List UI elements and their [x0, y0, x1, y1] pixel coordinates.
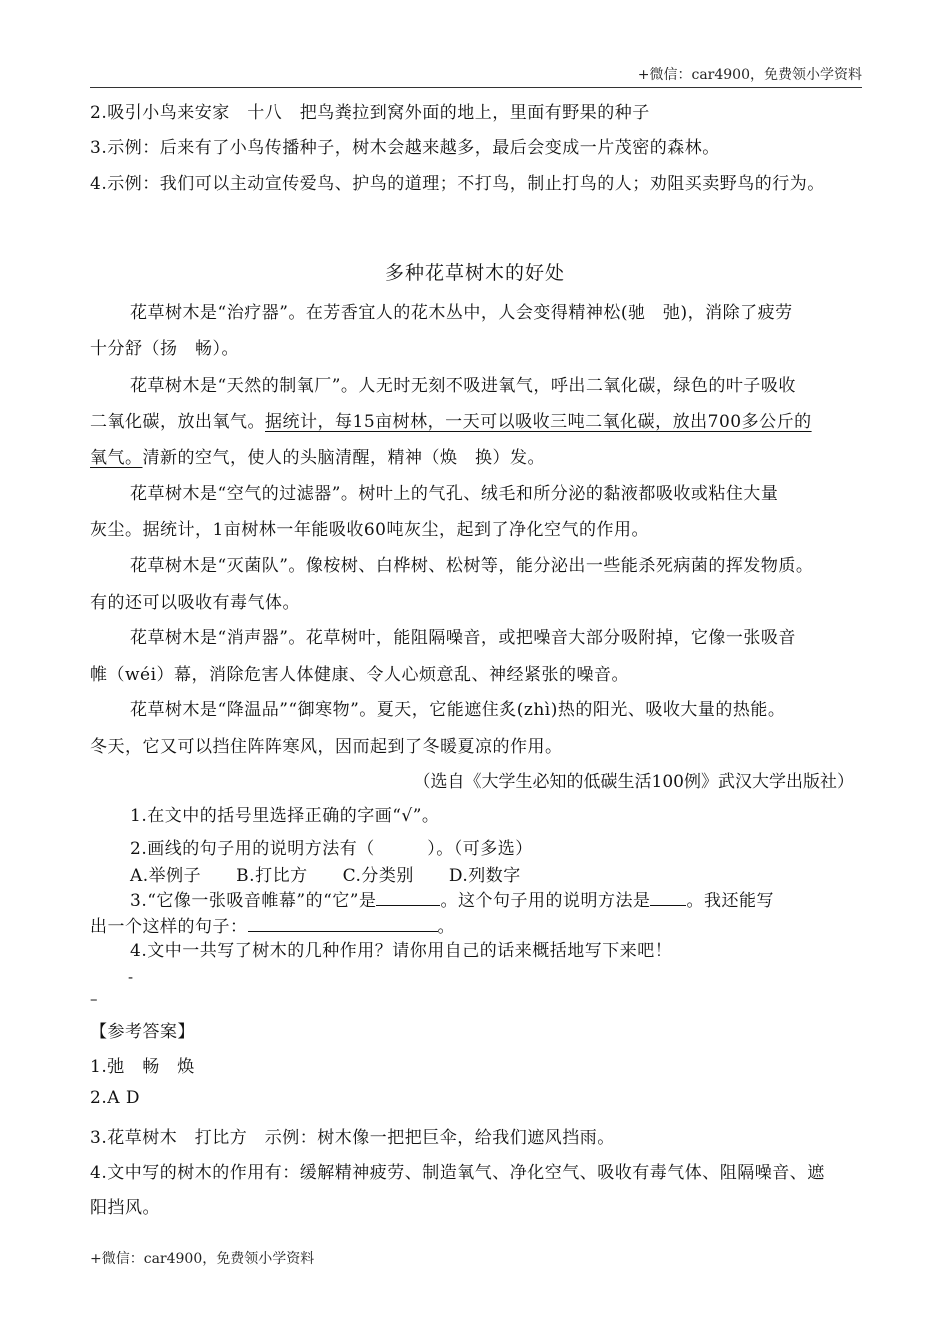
paragraph-6-line-2: 冬天，它又可以挡住阵阵寒风，因而起到了冬暖夏凉的作用。: [90, 737, 563, 757]
paragraph-1-line-2: 十分舒（扬 畅）。: [90, 339, 239, 359]
paragraph-4-line-2: 有的还可以吸收有毒气体。: [90, 593, 300, 613]
paragraph-2-plain-text: 二氧化碳，放出氧气。: [90, 412, 265, 432]
article-title: 多种花草树木的好处: [384, 262, 565, 284]
underlined-sentence: 据统计，每15亩树林，一天可以吸收三吨二氧化碳，放出700多公斤的: [265, 412, 812, 432]
paragraph-1-line-1: 花草树木是“治疗器”。在芳香宜人的花木丛中，人会变得精神松(驰 弛)，消除了疲劳: [130, 303, 793, 323]
header-note: +微信：car4900，免费领小学资料: [637, 67, 862, 83]
question-3-text-a: 3.“它像一张吸音帷幕”的“它”是: [130, 891, 377, 911]
paragraph-2-line-3: [90, 443, 545, 468]
prev-answer-3: 3.示例：后来有了小鸟传播种子，树木会越来越多，最后会变成一片茂密的森林。: [90, 138, 720, 158]
question-3-text-d: 出一个这样的句子：: [90, 917, 248, 937]
question-1: 1.在文中的括号里选择正确的字画“√”。: [130, 806, 440, 826]
answer-4-line-1: 4.文中写的树木的作用有：缓解精神疲劳、制造氧气、净化空气、吸收有毒气体、阻隔噪音、遮: [90, 1163, 825, 1183]
paragraph-6-line-1: 花草树木是“降温品”“御寒物”。夏天，它能遮住炙(zhì)热的阳光、吸收大量的热能。: [130, 700, 786, 720]
paragraph-2-line-2: [90, 407, 812, 432]
question-3-line-1: [130, 886, 774, 911]
footer-note: +微信：car4900，免费领小学资料: [90, 1251, 315, 1267]
paragraph-5-line-1: 花草树木是“消声器”。花草树叶，能阻隔噪音，或把噪音大部分吸附掉，它像一张吸音: [130, 628, 796, 648]
question-3-line-2: [90, 912, 455, 937]
question-4: 4.文中一共写了树木的几种作用？请你用自己的话来概括地写下来吧！: [130, 941, 673, 961]
article-source: （选自《大学生必知的低碳生活100例》武汉大学出版社）: [413, 772, 854, 792]
answer-2: 2.A D: [90, 1088, 141, 1108]
answer-line-mark-2: –: [90, 990, 98, 1008]
answer-3: 3.花草树木 打比方 示例：树木像一把把巨伞，给我们遮风挡雨。: [90, 1128, 615, 1148]
answer-blank-3[interactable]: [248, 915, 438, 932]
paragraph-4-line-1: 花草树木是“灭菌队”。像桉树、白桦树、松树等，能分泌出一些能杀死病菌的挥发物质。: [130, 556, 814, 576]
underlined-sentence-end: 氧气。: [90, 448, 143, 468]
paragraph-2-line-1: 花草树木是“天然的制氧厂”。人无时无刻不吸进氧气，呼出二氧化碳，绿色的叶子吸收: [130, 376, 796, 396]
question-3-text-e: 。: [437, 917, 455, 937]
answers-heading: 【参考答案】: [90, 1022, 195, 1042]
paragraph-2-plain-text-2: 清新的空气，使人的头脑清醒，精神（焕 换）发。: [142, 448, 545, 468]
prev-answer-4: 4.示例：我们可以主动宣传爱鸟、护鸟的道理；不打鸟，制止打鸟的人；劝阻买卖野鸟的行为。: [90, 174, 825, 194]
question-2: 2.画线的句子用的说明方法有（ ）。（可多选）: [130, 839, 533, 859]
header-divider: [90, 87, 862, 88]
prev-answer-2: 2.吸引小鸟来安家 十八 把鸟粪拉到窝外面的地上，里面有野果的种子: [90, 103, 650, 123]
answer-blank-2[interactable]: [650, 889, 686, 906]
answer-line-mark: -: [128, 968, 134, 986]
answer-1: 1.弛 畅 焕: [90, 1057, 195, 1077]
answer-blank-1[interactable]: [376, 889, 440, 906]
question-2-options: A.举例子 B.打比方 C.分类别 D.列数字: [130, 866, 521, 886]
question-3-text-b: 。这个句子用的说明方法是: [440, 891, 651, 911]
paragraph-3-line-2: 灰尘。据统计，1亩树林一年能吸收60吨灰尘，起到了净化空气的作用。: [90, 520, 649, 540]
paragraph-3-line-1: 花草树木是“空气的过滤器”。树叶上的气孔、绒毛和所分泌的黏液都吸收或粘住大量: [130, 484, 779, 504]
question-3-text-c: 。我还能写: [686, 891, 774, 911]
answer-4-line-2: 阳挡风。: [90, 1198, 160, 1218]
paragraph-5-line-2: 帷（wéi）幕，消除危害人体健康、令人心烦意乱、神经紧张的噪音。: [90, 665, 630, 685]
